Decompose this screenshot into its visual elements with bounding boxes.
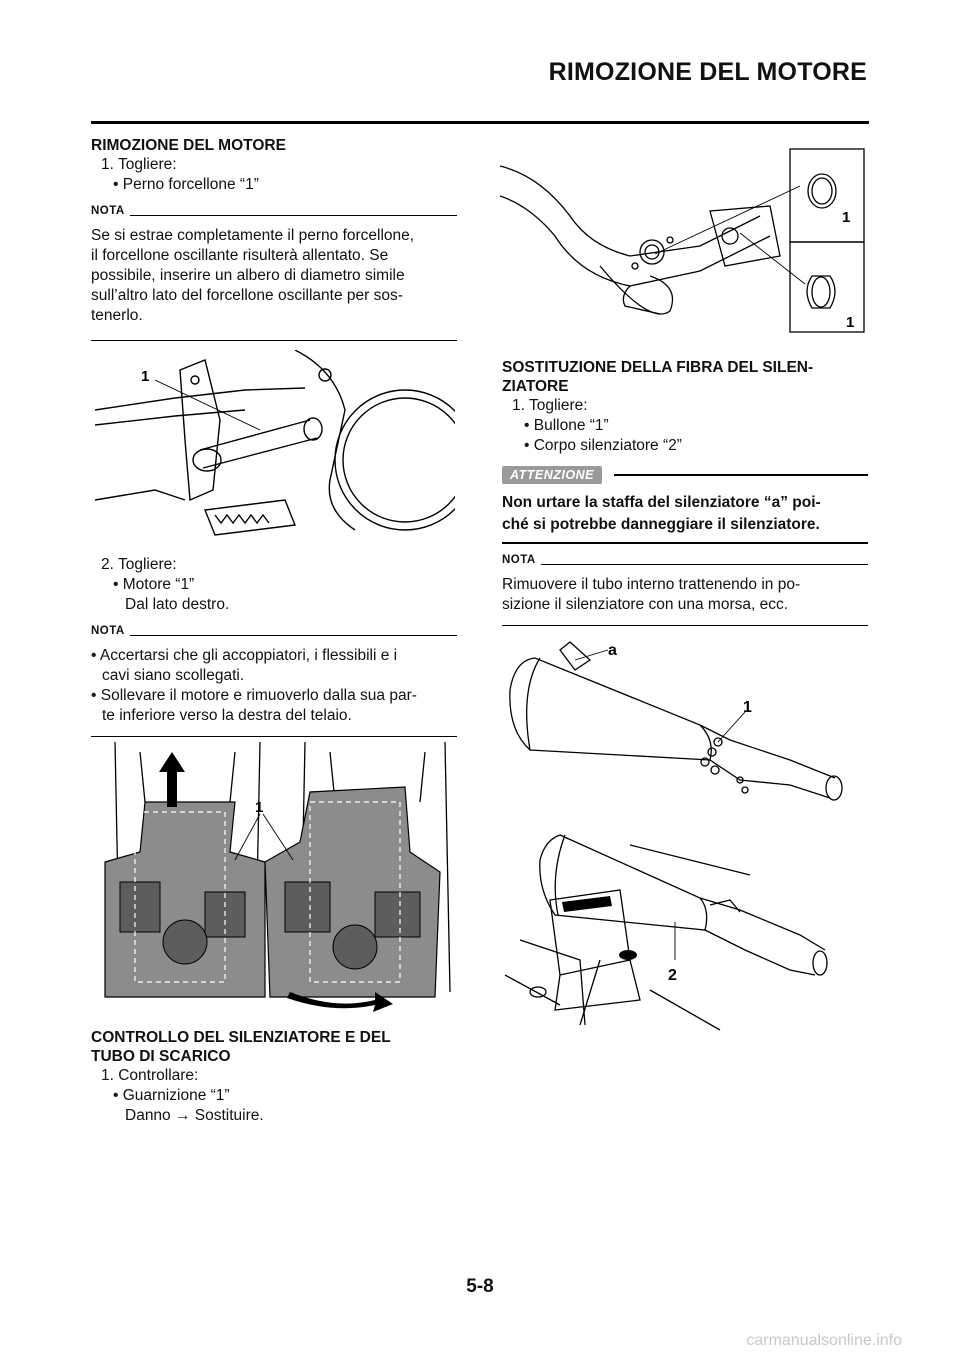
warning-text-line: ché si potrebbe danneggiare il silenziatore. bbox=[502, 516, 820, 533]
page-header-title: RIMOZIONE DEL MOTORE bbox=[548, 58, 867, 86]
watermark: carmanualsonline.info bbox=[746, 1332, 902, 1349]
figure-exhaust-gaskets bbox=[500, 136, 870, 336]
callout-1-top: 1 bbox=[842, 209, 851, 226]
nota-text-line: il forcellone oscillante risulterà allentato. Se bbox=[91, 247, 389, 264]
callout-a: a bbox=[608, 642, 617, 659]
step-remove-2: 2. Togliere: bbox=[101, 556, 177, 573]
left-column-part2 bbox=[91, 555, 457, 737]
section-title-engine-removal: RIMOZIONE DEL MOTORE bbox=[91, 137, 286, 154]
callout-1-bottom: 1 bbox=[846, 314, 855, 331]
muffler-vise-illustration bbox=[500, 630, 870, 1040]
section-title-fiber-l2: ZIATORE bbox=[502, 378, 569, 395]
nota-rule bbox=[130, 215, 457, 216]
nota-text-line: sull’altro lato del forcellone oscillante per sos- bbox=[91, 287, 403, 304]
nota-text-line: te inferiore verso la destra del telaio. bbox=[102, 707, 352, 724]
exhaust-gasket-illustration bbox=[500, 136, 870, 336]
pivot-shaft-illustration bbox=[95, 350, 455, 550]
step-check-1: 1. Controllare: bbox=[101, 1067, 199, 1084]
nota-body-1 bbox=[91, 218, 457, 341]
nota-rule bbox=[541, 564, 868, 565]
sub-damage-replace: Danno → Sostituire. bbox=[125, 1107, 264, 1124]
left-column-part3 bbox=[91, 1028, 457, 1126]
attention-body bbox=[502, 484, 868, 544]
bullet-muffler-body: • Corpo silenziatore “2” bbox=[524, 437, 682, 454]
callout-2: 2 bbox=[668, 967, 677, 984]
nota-label: NOTA bbox=[91, 625, 125, 637]
callout-1: 1 bbox=[141, 368, 150, 385]
header-rule bbox=[91, 121, 869, 124]
bullet-gasket: • Guarnizione “1” bbox=[113, 1087, 230, 1104]
warning-text-line: Non urtare la staffa del silenziatore “a” poi- bbox=[502, 494, 821, 511]
section-title-fiber-l1: SOSTITUZIONE DELLA FIBRA DEL SILEN- bbox=[502, 359, 814, 376]
nota-text-line: Rimuovere il tubo interno trattenendo in po- bbox=[502, 576, 801, 593]
callout-1: 1 bbox=[743, 699, 752, 716]
nota-label: NOTA bbox=[91, 205, 125, 217]
nota-header-3 bbox=[502, 554, 868, 567]
callout-1: 1 bbox=[255, 799, 264, 816]
nota-text-line: tenerlo. bbox=[91, 307, 143, 324]
nota-text-line: • Sollevare il motore e rimuoverlo dalla sua par- bbox=[91, 687, 417, 704]
bullet-pivot-shaft: • Perno forcellone “1” bbox=[113, 176, 259, 193]
page-number: 5-8 bbox=[466, 1276, 494, 1297]
nota-text-line: possibile, inserire un albero di diametro simile bbox=[91, 267, 405, 284]
nota-text-line: sizione il silenziatore con una morsa, ecc. bbox=[502, 596, 789, 613]
figure-pivot-shaft bbox=[95, 350, 455, 550]
nota-text-line: Se si estrae completamente il perno forcellone, bbox=[91, 227, 415, 244]
bullet-engine: • Motore “1” bbox=[113, 576, 195, 593]
attention-badge: ATTENZIONE bbox=[502, 466, 602, 484]
section-title-muffler-check-l1: CONTROLLO DEL SILENZIATORE E DEL bbox=[91, 1029, 391, 1046]
attention-rule bbox=[614, 474, 868, 476]
nota-body-3 bbox=[502, 567, 868, 626]
nota-text-line: • Accertarsi che gli accoppiatori, i flessibili e i bbox=[91, 647, 398, 664]
right-column-part1 bbox=[502, 358, 868, 626]
section-title-muffler-check-l2: TUBO DI SCARICO bbox=[91, 1048, 231, 1065]
left-column bbox=[91, 136, 457, 341]
sub-right-side: Dal lato destro. bbox=[125, 596, 230, 613]
nota-body-2 bbox=[91, 638, 457, 737]
nota-rule bbox=[130, 635, 457, 636]
nota-text-line: cavi siano scollegati. bbox=[102, 667, 245, 684]
step-remove-1: 1. Togliere: bbox=[512, 397, 588, 414]
figure-engine-removal bbox=[95, 742, 455, 1012]
nota-label: NOTA bbox=[502, 554, 536, 566]
nota-header-2 bbox=[91, 625, 457, 638]
bullet-bolt: • Bullone “1” bbox=[524, 417, 609, 434]
attention-header bbox=[502, 466, 868, 484]
step-remove-1: 1. Togliere: bbox=[101, 156, 177, 173]
nota-header-1 bbox=[91, 205, 457, 218]
figure-muffler-vise bbox=[500, 630, 870, 1040]
engine-removal-illustration bbox=[95, 742, 455, 1012]
